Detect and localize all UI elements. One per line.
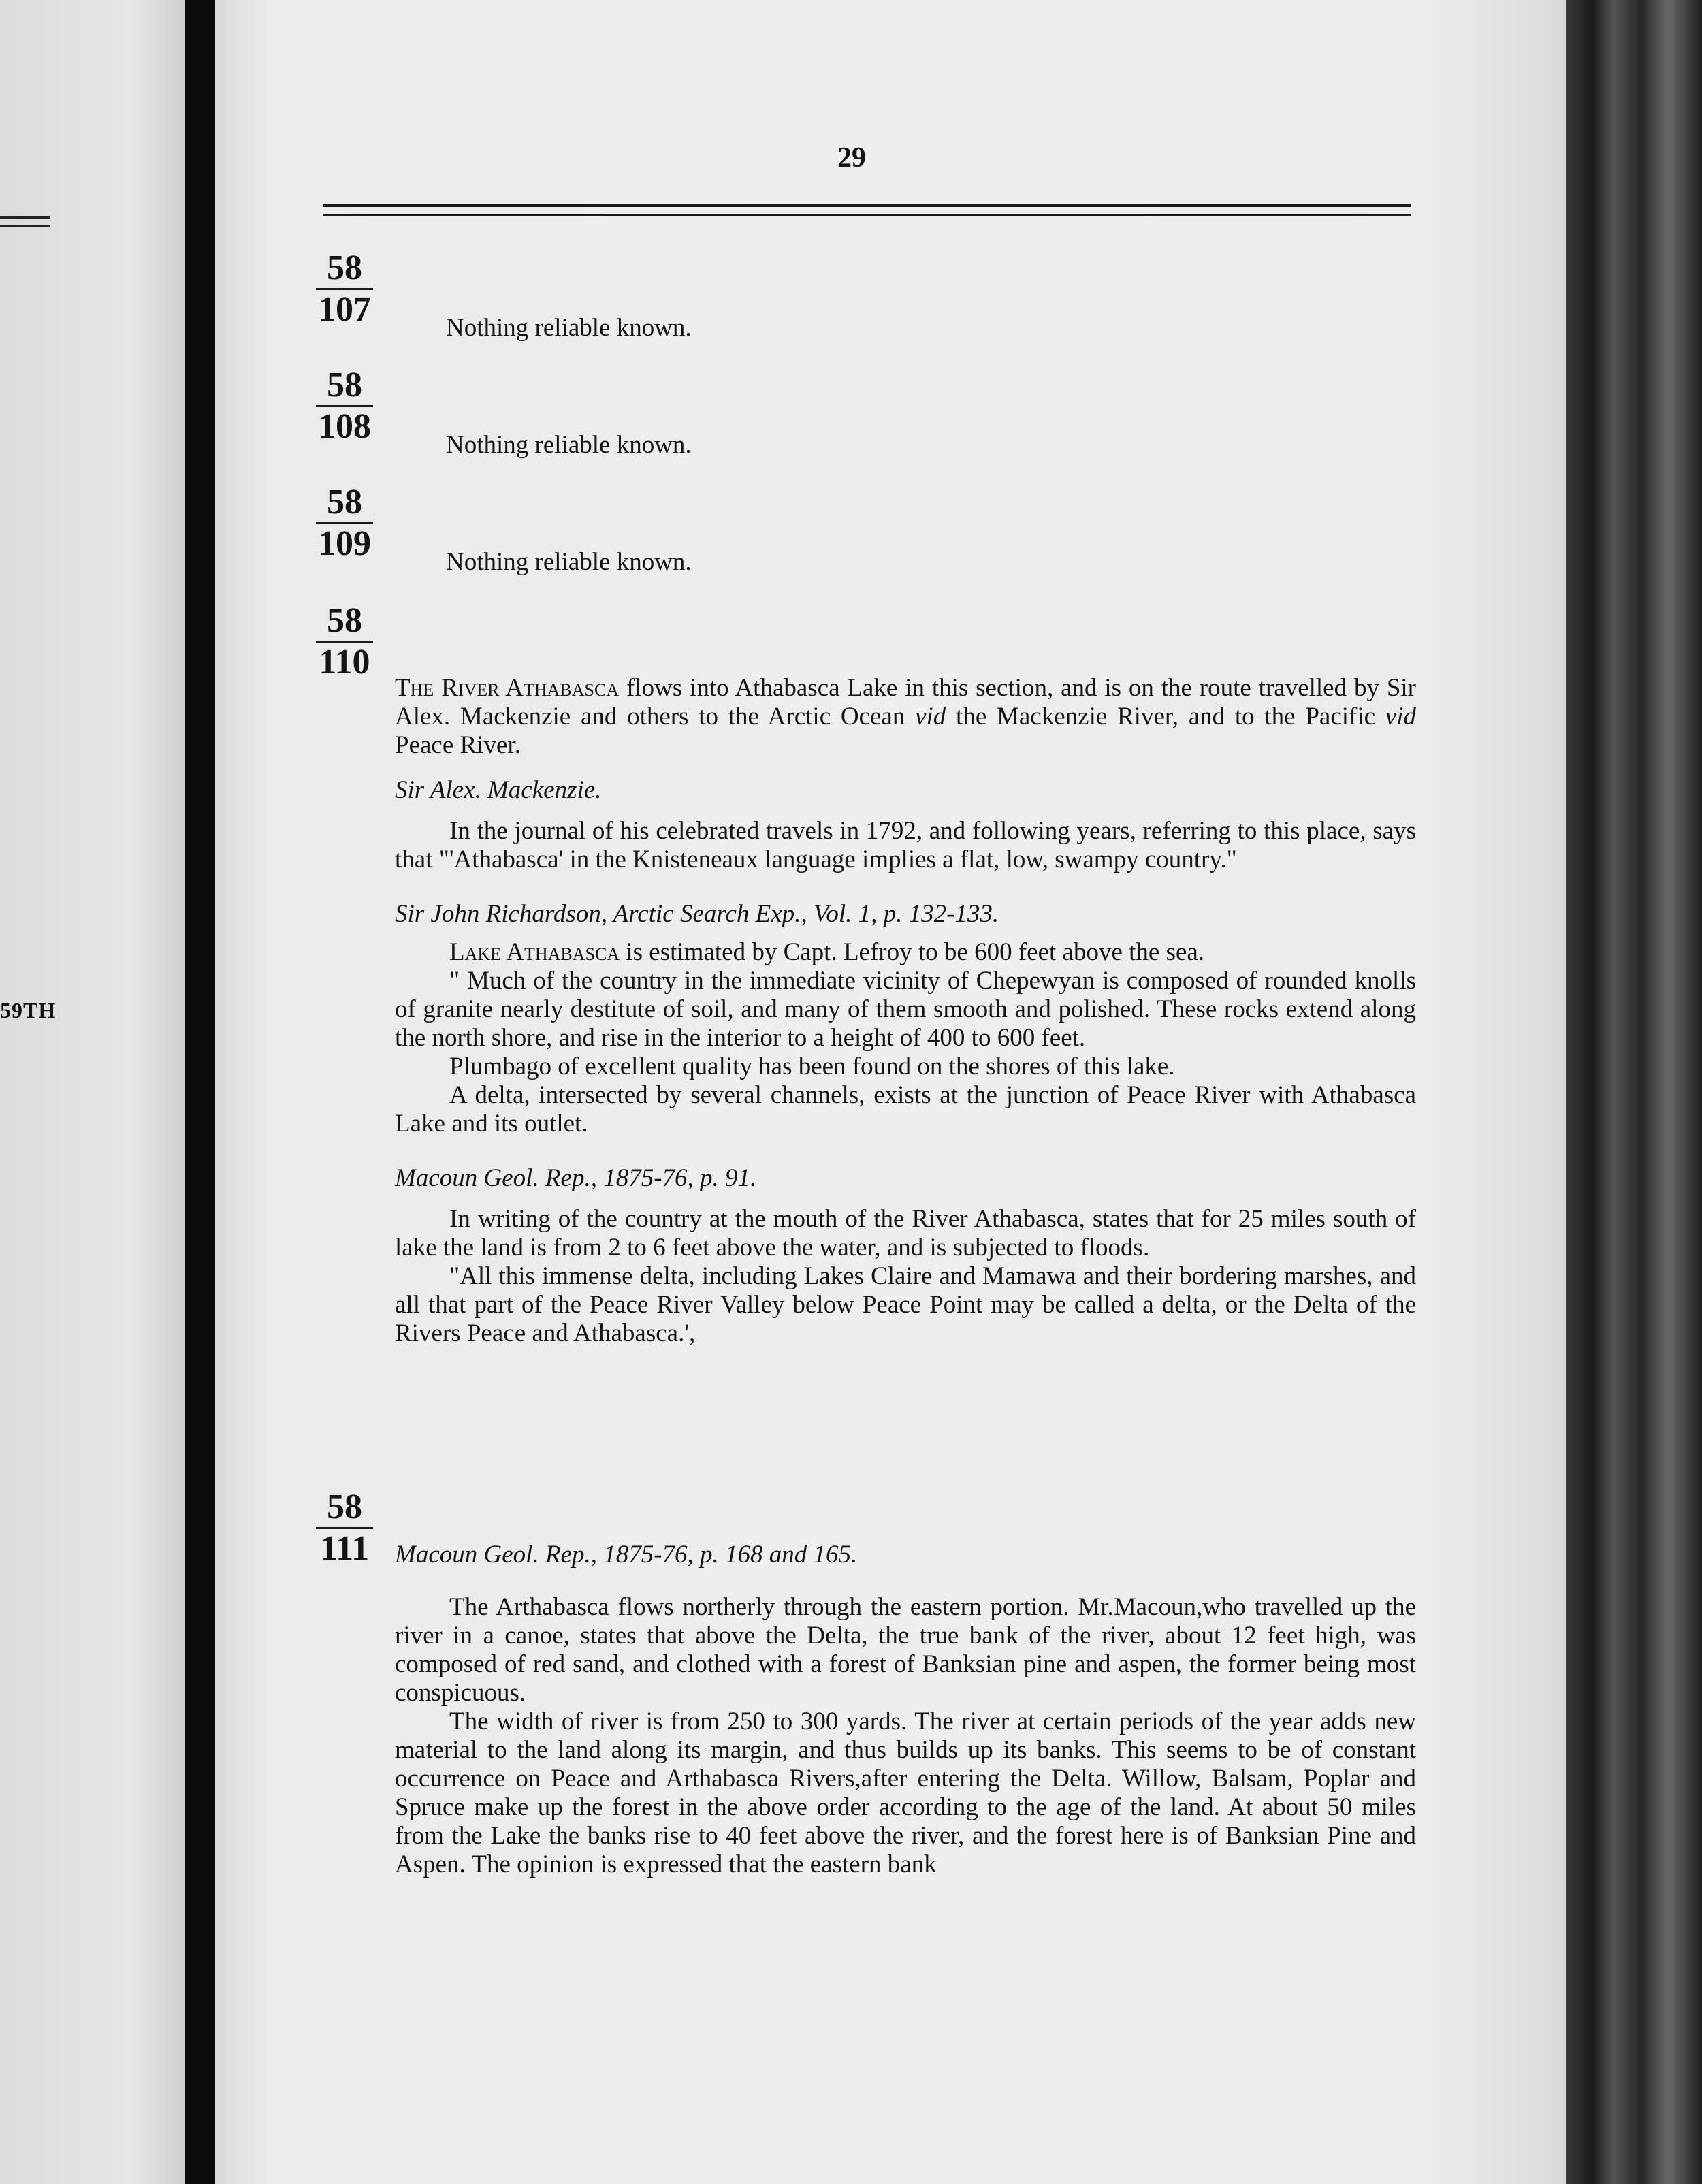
intro-text: the Mackenzie River, and to the Pacific [946, 703, 1385, 730]
section-denominator: 111 [319, 1529, 370, 1568]
section-numerator: 58 [327, 601, 362, 640]
header-double-rule [323, 204, 1411, 216]
paragraph-chepewyan: " Much of the country in the immediate vicinity of Chepewyan is composed of rounded knolls of granite nearly destitute of soil, and many of them smooth and polished. These rocks extend along the north shore, and rise in the interior to a height of 400 to 600 feet. [395, 967, 1416, 1052]
paragraph-plumbago: Plumbago of excellent quality has been found on the shores of this lake. [449, 1053, 1175, 1080]
section-109-text: Nothing reliable known. [446, 548, 692, 576]
reference-macoun-168: Macoun Geol. Rep., 1875-76, p. 168 and 165. [395, 1541, 858, 1569]
section-numerator: 58 [327, 1488, 362, 1526]
section-111-body [395, 1593, 1416, 1879]
section-number-111 [310, 1490, 379, 1567]
reference-macoun-91: Macoun Geol. Rep., 1875-76, p. 91. [395, 1164, 757, 1192]
section-denominator: 110 [319, 643, 370, 681]
section-denominator: 108 [318, 407, 371, 446]
via-word: vid [1385, 703, 1416, 730]
paragraph-text: is estimated by Capt. Lefroy to be 600 feet above the sea. [620, 938, 1205, 966]
book-gutter [185, 0, 215, 2184]
section-denominator: 109 [318, 524, 371, 563]
paragraph-river-width: The width of river is from 250 to 300 yards. The river at certain periods of the year adds new material to the land along its margin, and thus builds up its banks. This seems to be of constant occurrence on Peace and Arthabasca Rivers,after entering the Delta. Willow, Balsam, Poplar and Spruce make up the forest in the above order according to the age of the land. At about 50 miles from the Lake the banks rise to 40 feet above the river, and the forest here is of Banksian Pine and Aspen. The opinion is expressed that the eastern bank [395, 1707, 1416, 1878]
left-page-margin-text: 59TH [0, 998, 57, 1023]
paragraph-lake-athabasca [395, 938, 1416, 967]
intro-text: flows into Athabasca Lake in this section, and is on the route travelled by Sir Alex. Mackenzie and others to the Arctic Ocean [395, 674, 1416, 730]
section-108-text: Nothing reliable known. [446, 431, 692, 459]
paragraph-mouth: In writing of the country at the mouth of the River Athabasca, states that for 25 miles south of lake the land is from 2 to 6 feet above the water, and is subjected to floods. [395, 1205, 1416, 1262]
section-number-109 [310, 485, 379, 562]
paragraph-mackenzie: In the journal of his celebrated travels in 1792, and following years, referring to this place, says that "'Athabasca' in the Knisteneaux language implies a flat, low, swampy country." [395, 817, 1416, 873]
paragraph-delta: A delta, intersected by several channels, exists at the junction of Peace River with Athabasca Lake and its outlet. [395, 1081, 1416, 1138]
page-edges [1566, 0, 1702, 2184]
lake-athabasca-heading: Lake Athabasca [449, 938, 620, 966]
paragraph-arthabasca-flows: The Arthabasca flows northerly through the eastern portion. Mr.Macoun,who travelled up the river in a canoe, states that above the Delta, the true bank of the river, about 12 feet high, was composed of red sand, and clothed with a forest of Banksian pine and aspen, the former being most conspicuous. [395, 1593, 1416, 1707]
section-numerator: 58 [327, 483, 362, 521]
section-110-body [395, 674, 1416, 1348]
section-110-intro [395, 674, 1416, 760]
page-number: 29 [837, 142, 866, 174]
section-numerator: 58 [327, 248, 362, 287]
section-numerator: 58 [327, 366, 362, 404]
section-number-110 [310, 603, 379, 681]
left-page [0, 0, 185, 2184]
section-number-107 [310, 248, 379, 329]
left-page-rule [0, 216, 50, 227]
paragraph-immense-delta: "All this immense delta, including Lakes Claire and Mamawa and their bordering marshes, and all that part of the Peace River Valley below Peace Point may be called a delta, or the Delta of the Rivers Peace and Athabasca.', [395, 1262, 1416, 1347]
reference-mackenzie: Sir Alex. Mackenzie. [395, 776, 602, 804]
reference-richardson: Sir John Richardson, Arctic Search Exp., Vol. 1, p. 132-133. [395, 900, 999, 928]
section-number-108 [310, 368, 379, 445]
intro-text: Peace River. [395, 731, 521, 759]
via-word: vid [915, 703, 946, 730]
section-denominator: 107 [318, 290, 371, 329]
river-athabasca-heading: The River Athabasca [395, 674, 620, 702]
section-107-text: Nothing reliable known. [446, 314, 692, 342]
